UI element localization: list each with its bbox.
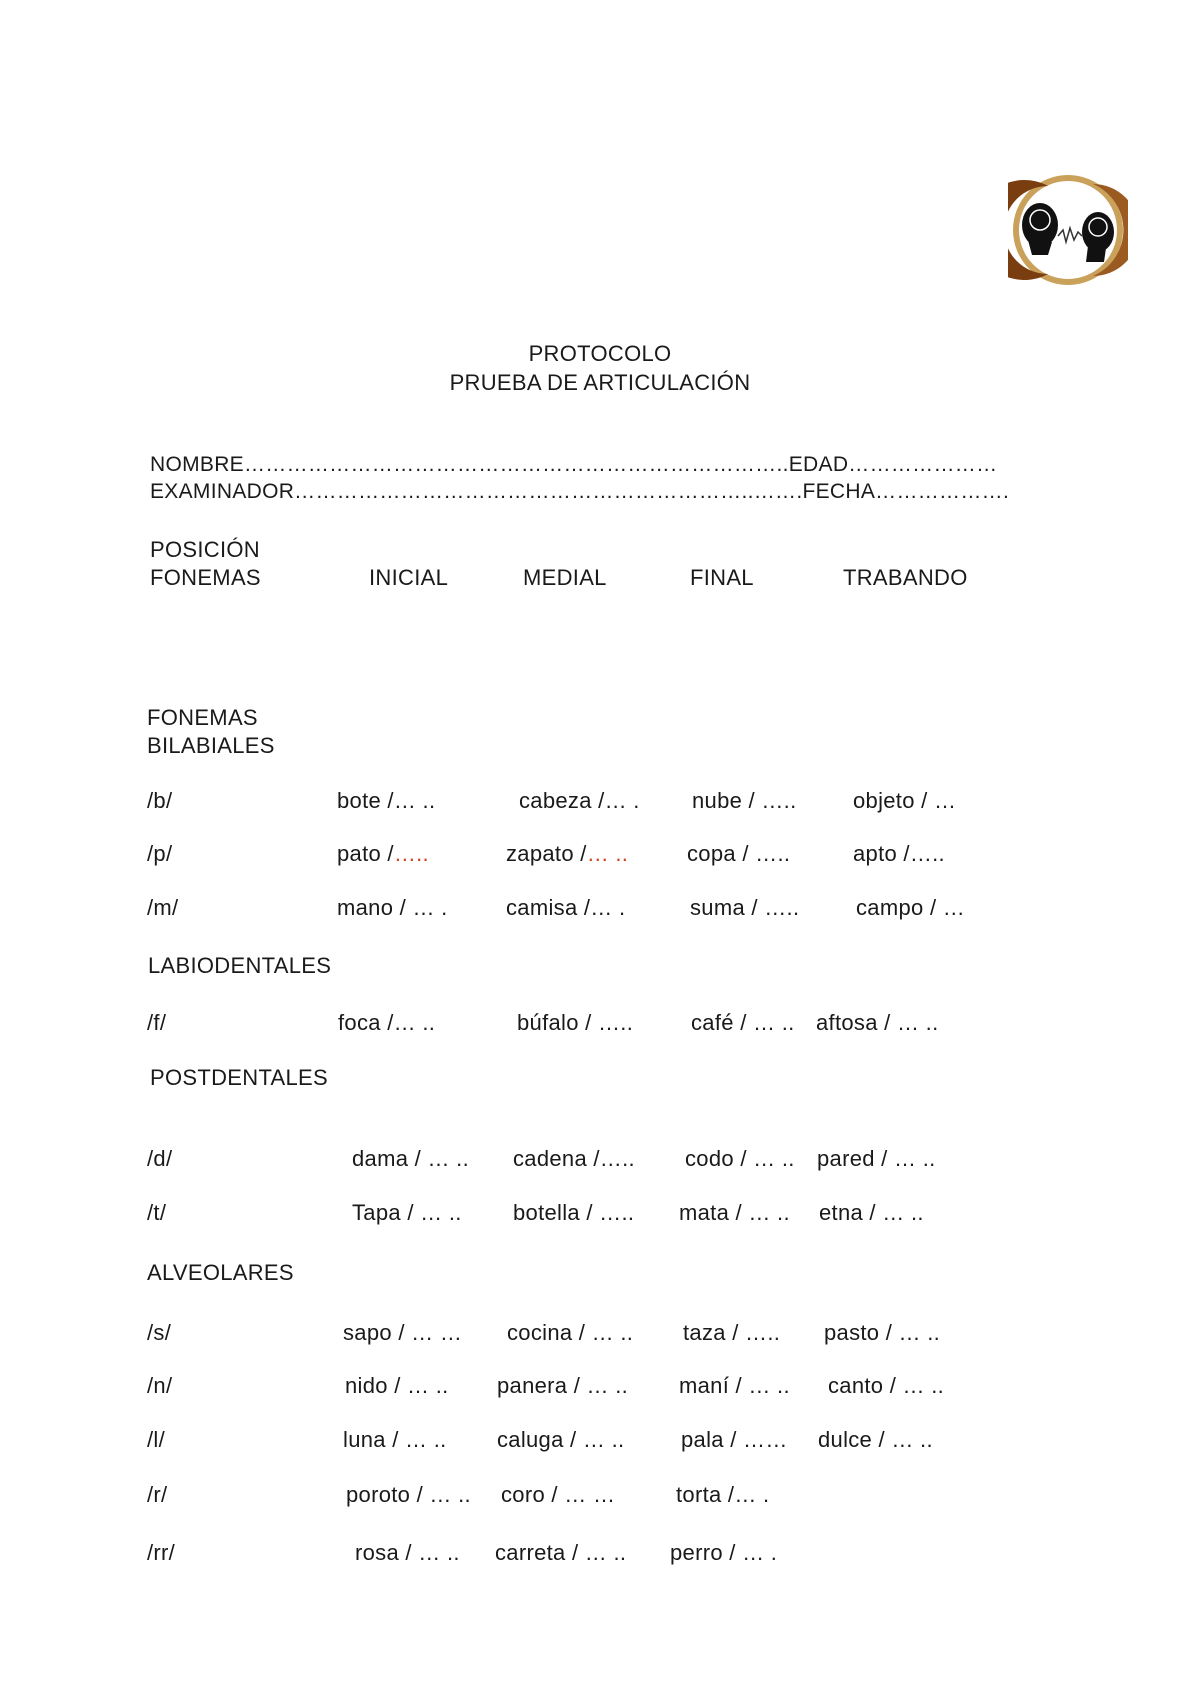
word-medial: carreta / … .. (495, 1540, 627, 1565)
word-final: codo / … .. (685, 1146, 795, 1171)
word-final: café / … .. (691, 1010, 795, 1035)
word-medial: cabeza /… . (519, 788, 640, 813)
word-inicial-dots: ….. (393, 841, 429, 866)
word-inicial (337, 843, 429, 865)
word-trabando: pared / … .. (817, 1146, 936, 1171)
header-medial: MEDIAL (523, 565, 607, 590)
word-medial: caluga / … .. (497, 1427, 625, 1452)
word-final: copa / ….. (687, 841, 791, 866)
header-inicial: INICIAL (369, 565, 449, 590)
document-title: PROTOCOLO (528, 341, 672, 366)
header-trabando: TRABANDO (843, 565, 968, 590)
word-medial: coro / … … (501, 1482, 616, 1507)
section-fonemas: FONEMAS (147, 705, 258, 730)
header-final: FINAL (690, 565, 754, 590)
section-postdentales: POSTDENTALES (150, 1065, 329, 1090)
word-final: torta /… . (676, 1482, 770, 1507)
word-final: perro / … . (670, 1540, 778, 1565)
word-medial: cocina / … .. (507, 1320, 634, 1345)
document-subtitle: PRUEBA DE ARTICULACIÓN (449, 370, 751, 395)
word-final: mata / … .. (679, 1200, 790, 1225)
word-medial-text: zapato / (506, 841, 587, 866)
word-trabando: aftosa / … .. (816, 1010, 939, 1035)
logo-image (1008, 170, 1128, 290)
word-inicial: foca /… .. (338, 1010, 436, 1035)
word-trabando: etna / … .. (819, 1200, 924, 1225)
word-inicial: sapo / … … (343, 1320, 463, 1345)
word-final: pala / …… (681, 1427, 788, 1452)
word-inicial: Tapa / … .. (352, 1200, 462, 1225)
word-trabando: canto / … .. (828, 1373, 945, 1398)
word-inicial-text: pato / (337, 841, 394, 866)
word-inicial: nido / … .. (345, 1373, 449, 1398)
phoneme-label: /b/ (147, 788, 173, 813)
section-bilabiales: BILABIALES (147, 733, 275, 758)
phoneme-label: /d/ (147, 1146, 173, 1171)
phoneme-label: /s/ (147, 1320, 172, 1345)
word-medial: panera / … .. (497, 1373, 629, 1398)
word-final: suma / ….. (690, 895, 800, 920)
word-trabando: objeto / … (853, 788, 957, 813)
phoneme-label: /f/ (147, 1010, 167, 1035)
word-trabando: dulce / … .. (818, 1427, 933, 1452)
word-final: taza / ….. (683, 1320, 781, 1345)
section-alveolares: ALVEOLARES (147, 1260, 294, 1285)
word-inicial: dama / … .. (352, 1146, 470, 1171)
phoneme-label: /l/ (147, 1427, 166, 1452)
phoneme-label: /rr/ (147, 1540, 176, 1565)
phoneme-label: /n/ (147, 1373, 173, 1398)
word-trabando: pasto / … .. (824, 1320, 941, 1345)
word-inicial: rosa / … .. (355, 1540, 460, 1565)
word-medial: botella / ….. (513, 1200, 635, 1225)
word-inicial: bote /… .. (337, 788, 436, 813)
phoneme-label: /r/ (147, 1482, 168, 1507)
phoneme-label: /t/ (147, 1200, 167, 1225)
word-medial: camisa /… . (506, 895, 626, 920)
word-final: nube / ….. (692, 788, 797, 813)
examinador-fecha-field: EXAMINADOR………………………………………………………..…….FECHA………………. (150, 480, 1010, 503)
word-inicial: poroto / … .. (346, 1482, 471, 1507)
word-medial: búfalo / ….. (517, 1010, 634, 1035)
header-fonemas: FONEMAS (150, 565, 261, 590)
nombre-edad-field: NOMBRE…………………………………………………………………..EDAD………………… (150, 453, 998, 476)
phoneme-label: /m/ (147, 895, 179, 920)
word-inicial: luna / … .. (343, 1427, 447, 1452)
section-labiodentales: LABIODENTALES (148, 953, 332, 978)
phoneme-label: /p/ (147, 841, 173, 866)
word-inicial: mano / … . (337, 895, 448, 920)
word-trabando: campo / … (856, 895, 966, 920)
word-medial-dots: … .. (586, 841, 629, 866)
word-medial: cadena /….. (513, 1146, 635, 1171)
header-posicion: POSICIÓN (150, 537, 260, 562)
word-final: maní / … .. (679, 1373, 790, 1398)
word-trabando: apto /….. (853, 841, 945, 866)
word-medial (506, 843, 628, 865)
